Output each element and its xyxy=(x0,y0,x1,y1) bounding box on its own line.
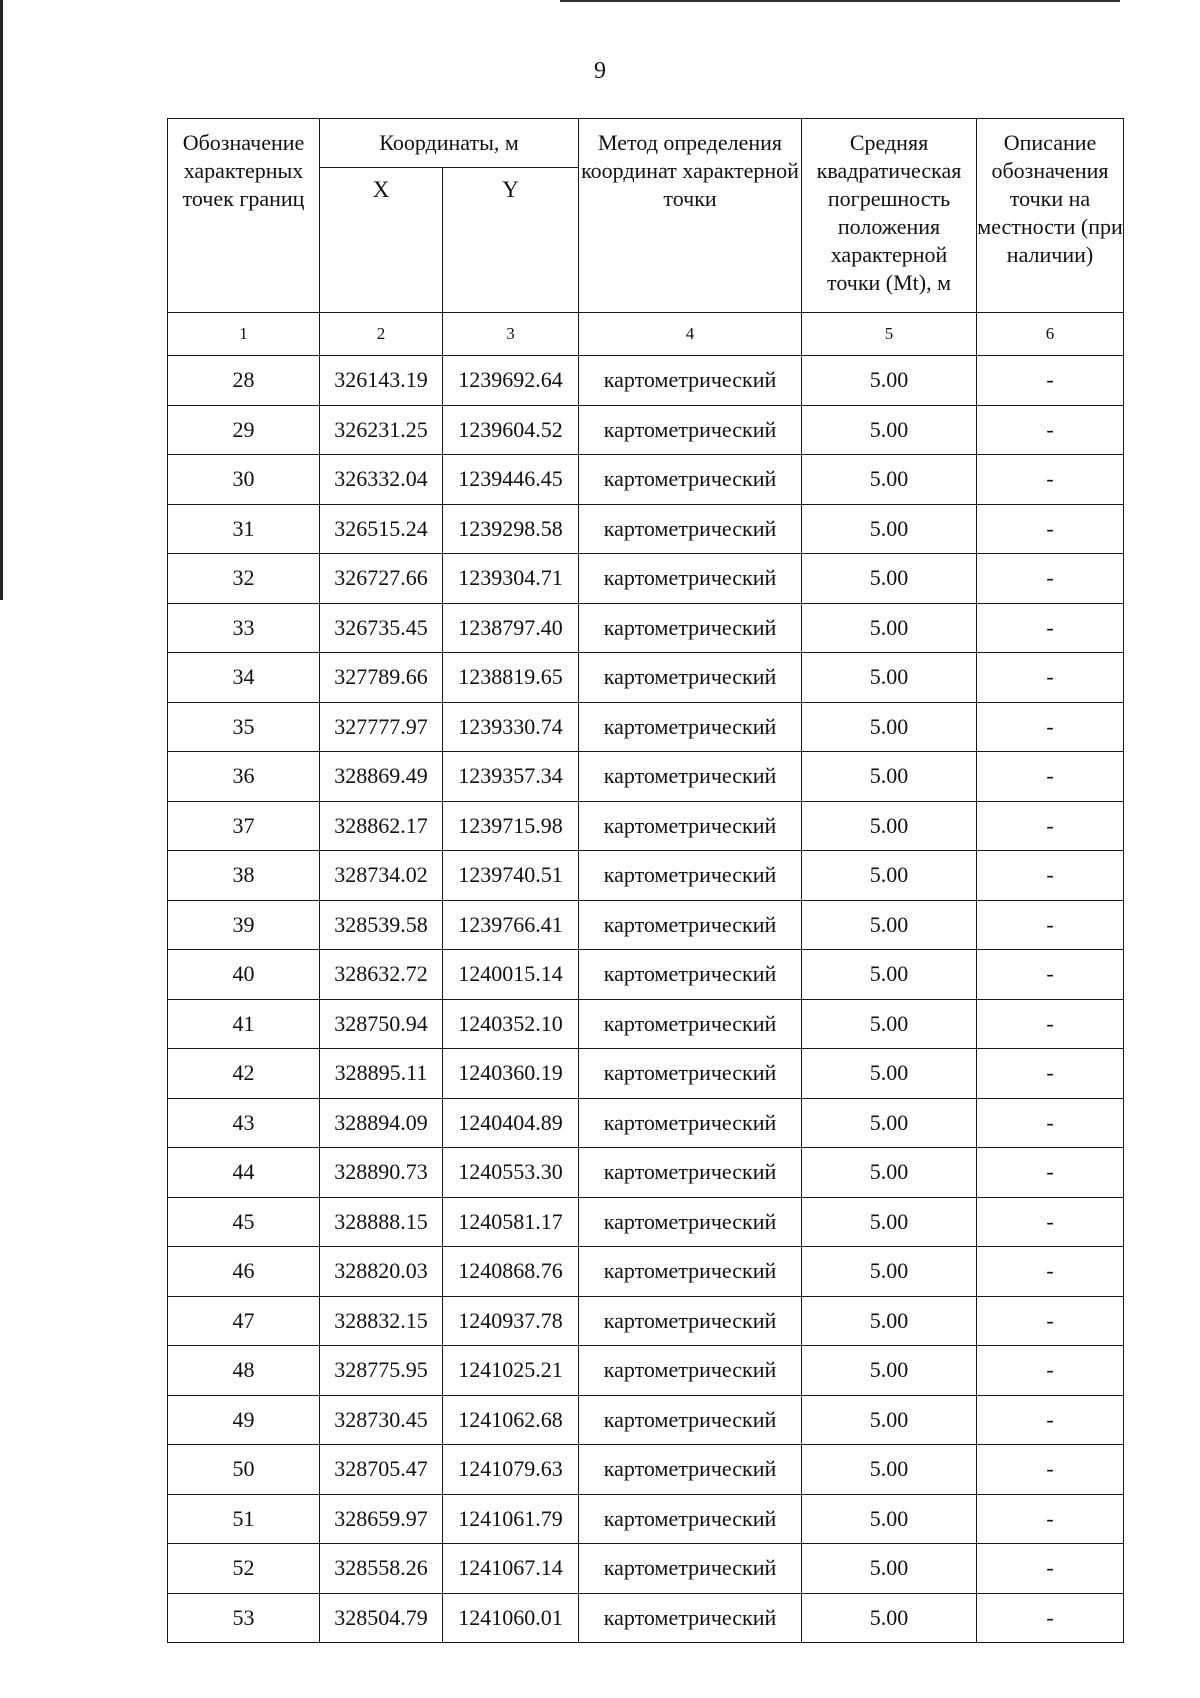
mt-cell: 5.00 xyxy=(802,1494,977,1544)
table-row xyxy=(168,603,1124,653)
header-mean-square-error: Средняя квадратическая погрешность положения характерной точки (Mt), м xyxy=(802,119,977,313)
method-cell: картометрический xyxy=(579,554,802,604)
mt-cell: 5.00 xyxy=(802,554,977,604)
point-number-cell: 30 xyxy=(168,455,320,505)
method-cell: картометрический xyxy=(579,455,802,505)
point-number-cell: 49 xyxy=(168,1395,320,1445)
y-coordinate-cell: 1240868.76 xyxy=(443,1247,579,1297)
column-number: 2 xyxy=(320,313,443,356)
header-description: Описание обозначения точки на местности (при наличии) xyxy=(977,119,1124,313)
description-cell: - xyxy=(977,1197,1124,1247)
description-cell: - xyxy=(977,504,1124,554)
y-coordinate-cell: 1238819.65 xyxy=(443,653,579,703)
mt-cell: 5.00 xyxy=(802,950,977,1000)
x-coordinate-cell: 328894.09 xyxy=(320,1098,443,1148)
y-coordinate-cell: 1239740.51 xyxy=(443,851,579,901)
y-coordinate-cell: 1240937.78 xyxy=(443,1296,579,1346)
x-coordinate-cell: 327789.66 xyxy=(320,653,443,703)
scan-edge xyxy=(560,0,1120,2)
method-cell: картометрический xyxy=(579,1296,802,1346)
method-cell: картометрический xyxy=(579,1098,802,1148)
description-cell: - xyxy=(977,1247,1124,1297)
point-number-cell: 36 xyxy=(168,752,320,802)
y-coordinate-cell: 1240360.19 xyxy=(443,1049,579,1099)
description-cell: - xyxy=(977,1544,1124,1594)
method-cell: картометрический xyxy=(579,1049,802,1099)
table-row xyxy=(168,405,1124,455)
description-cell: - xyxy=(977,1098,1124,1148)
mt-cell: 5.00 xyxy=(802,801,977,851)
description-cell: - xyxy=(977,801,1124,851)
description-cell: - xyxy=(977,702,1124,752)
boundary-points-table xyxy=(167,118,1124,1643)
point-number-cell: 50 xyxy=(168,1445,320,1495)
description-cell: - xyxy=(977,356,1124,406)
table-row xyxy=(168,504,1124,554)
table-row xyxy=(168,1247,1124,1297)
point-number-cell: 33 xyxy=(168,603,320,653)
method-cell: картометрический xyxy=(579,702,802,752)
table-row xyxy=(168,1049,1124,1099)
method-cell: картометрический xyxy=(579,900,802,950)
x-coordinate-cell: 328734.02 xyxy=(320,851,443,901)
mt-cell: 5.00 xyxy=(802,356,977,406)
description-cell: - xyxy=(977,1049,1124,1099)
description-cell: - xyxy=(977,950,1124,1000)
point-number-cell: 47 xyxy=(168,1296,320,1346)
mt-cell: 5.00 xyxy=(802,653,977,703)
column-number: 1 xyxy=(168,313,320,356)
description-cell: - xyxy=(977,752,1124,802)
y-coordinate-cell: 1240015.14 xyxy=(443,950,579,1000)
x-coordinate-cell: 328632.72 xyxy=(320,950,443,1000)
description-cell: - xyxy=(977,455,1124,505)
y-coordinate-cell: 1241079.63 xyxy=(443,1445,579,1495)
mt-cell: 5.00 xyxy=(802,851,977,901)
method-cell: картометрический xyxy=(579,1395,802,1445)
y-coordinate-cell: 1241060.01 xyxy=(443,1593,579,1643)
header-y: Y xyxy=(443,168,579,313)
table-row xyxy=(168,702,1124,752)
x-coordinate-cell: 328558.26 xyxy=(320,1544,443,1594)
description-cell: - xyxy=(977,653,1124,703)
point-number-cell: 45 xyxy=(168,1197,320,1247)
x-coordinate-cell: 328504.79 xyxy=(320,1593,443,1643)
table-row xyxy=(168,752,1124,802)
x-coordinate-cell: 326515.24 xyxy=(320,504,443,554)
description-cell: - xyxy=(977,1346,1124,1396)
header-x: X xyxy=(320,168,443,313)
x-coordinate-cell: 326143.19 xyxy=(320,356,443,406)
header-coordinates: Координаты, м xyxy=(320,119,579,168)
description-cell: - xyxy=(977,1395,1124,1445)
y-coordinate-cell: 1241067.14 xyxy=(443,1544,579,1594)
x-coordinate-cell: 328750.94 xyxy=(320,999,443,1049)
point-number-cell: 51 xyxy=(168,1494,320,1544)
mt-cell: 5.00 xyxy=(802,603,977,653)
x-coordinate-cell: 328730.45 xyxy=(320,1395,443,1445)
x-coordinate-cell: 326332.04 xyxy=(320,455,443,505)
description-cell: - xyxy=(977,1296,1124,1346)
table-row xyxy=(168,653,1124,703)
y-coordinate-cell: 1240581.17 xyxy=(443,1197,579,1247)
column-number-row xyxy=(168,313,1124,356)
mt-cell: 5.00 xyxy=(802,752,977,802)
description-cell: - xyxy=(977,851,1124,901)
y-coordinate-cell: 1239446.45 xyxy=(443,455,579,505)
method-cell: картометрический xyxy=(579,752,802,802)
x-coordinate-cell: 326735.45 xyxy=(320,603,443,653)
y-coordinate-cell: 1239298.58 xyxy=(443,504,579,554)
header-point-designation: Обозначение характерных точек границ xyxy=(168,119,320,313)
point-number-cell: 41 xyxy=(168,999,320,1049)
mt-cell: 5.00 xyxy=(802,1197,977,1247)
x-coordinate-cell: 328705.47 xyxy=(320,1445,443,1495)
table-row xyxy=(168,554,1124,604)
table-row xyxy=(168,1445,1124,1495)
table-row xyxy=(168,1494,1124,1544)
y-coordinate-cell: 1239692.64 xyxy=(443,356,579,406)
x-coordinate-cell: 328775.95 xyxy=(320,1346,443,1396)
method-cell: картометрический xyxy=(579,999,802,1049)
mt-cell: 5.00 xyxy=(802,1445,977,1495)
column-number: 4 xyxy=(579,313,802,356)
description-cell: - xyxy=(977,999,1124,1049)
table-header xyxy=(168,119,1124,313)
y-coordinate-cell: 1240352.10 xyxy=(443,999,579,1049)
x-coordinate-cell: 326727.66 xyxy=(320,554,443,604)
mt-cell: 5.00 xyxy=(802,1148,977,1198)
x-coordinate-cell: 328659.97 xyxy=(320,1494,443,1544)
table-row xyxy=(168,1544,1124,1594)
y-coordinate-cell: 1239304.71 xyxy=(443,554,579,604)
page-number: 9 xyxy=(594,58,606,84)
table-row xyxy=(168,1148,1124,1198)
column-number: 3 xyxy=(443,313,579,356)
mt-cell: 5.00 xyxy=(802,1593,977,1643)
method-cell: картометрический xyxy=(579,851,802,901)
y-coordinate-cell: 1239330.74 xyxy=(443,702,579,752)
y-coordinate-cell: 1239766.41 xyxy=(443,900,579,950)
method-cell: картометрический xyxy=(579,653,802,703)
description-cell: - xyxy=(977,1494,1124,1544)
x-coordinate-cell: 328869.49 xyxy=(320,752,443,802)
point-number-cell: 37 xyxy=(168,801,320,851)
method-cell: картометрический xyxy=(579,1148,802,1198)
scan-edge xyxy=(0,0,3,600)
point-number-cell: 34 xyxy=(168,653,320,703)
table-row xyxy=(168,1296,1124,1346)
y-coordinate-cell: 1239715.98 xyxy=(443,801,579,851)
table-row xyxy=(168,851,1124,901)
x-coordinate-cell: 328539.58 xyxy=(320,900,443,950)
description-cell: - xyxy=(977,603,1124,653)
x-coordinate-cell: 327777.97 xyxy=(320,702,443,752)
table-row xyxy=(168,999,1124,1049)
table-row xyxy=(168,1197,1124,1247)
method-cell: картометрический xyxy=(579,356,802,406)
point-number-cell: 53 xyxy=(168,1593,320,1643)
description-cell: - xyxy=(977,1148,1124,1198)
point-number-cell: 46 xyxy=(168,1247,320,1297)
mt-cell: 5.00 xyxy=(802,1544,977,1594)
point-number-cell: 48 xyxy=(168,1346,320,1396)
table-row xyxy=(168,950,1124,1000)
point-number-cell: 40 xyxy=(168,950,320,1000)
header-method: Метод определения координат характерной точки xyxy=(579,119,802,313)
mt-cell: 5.00 xyxy=(802,702,977,752)
y-coordinate-cell: 1240404.89 xyxy=(443,1098,579,1148)
point-number-cell: 38 xyxy=(168,851,320,901)
method-cell: картометрический xyxy=(579,1593,802,1643)
table-row xyxy=(168,801,1124,851)
x-coordinate-cell: 328895.11 xyxy=(320,1049,443,1099)
method-cell: картометрический xyxy=(579,1346,802,1396)
mt-cell: 5.00 xyxy=(802,1247,977,1297)
description-cell: - xyxy=(977,900,1124,950)
y-coordinate-cell: 1241025.21 xyxy=(443,1346,579,1396)
point-number-cell: 28 xyxy=(168,356,320,406)
table-row xyxy=(168,1346,1124,1396)
method-cell: картометрический xyxy=(579,1197,802,1247)
table-row xyxy=(168,1395,1124,1445)
table-row xyxy=(168,356,1124,406)
point-number-cell: 35 xyxy=(168,702,320,752)
method-cell: картометрический xyxy=(579,1445,802,1495)
x-coordinate-cell: 328890.73 xyxy=(320,1148,443,1198)
point-number-cell: 43 xyxy=(168,1098,320,1148)
y-coordinate-cell: 1240553.30 xyxy=(443,1148,579,1198)
point-number-cell: 52 xyxy=(168,1544,320,1594)
column-number: 5 xyxy=(802,313,977,356)
mt-cell: 5.00 xyxy=(802,1098,977,1148)
x-coordinate-cell: 328832.15 xyxy=(320,1296,443,1346)
description-cell: - xyxy=(977,554,1124,604)
mt-cell: 5.00 xyxy=(802,900,977,950)
column-number: 6 xyxy=(977,313,1124,356)
x-coordinate-cell: 328888.15 xyxy=(320,1197,443,1247)
method-cell: картометрический xyxy=(579,504,802,554)
description-cell: - xyxy=(977,405,1124,455)
point-number-cell: 29 xyxy=(168,405,320,455)
mt-cell: 5.00 xyxy=(802,504,977,554)
method-cell: картометрический xyxy=(579,603,802,653)
mt-cell: 5.00 xyxy=(802,1395,977,1445)
table-row xyxy=(168,900,1124,950)
method-cell: картометрический xyxy=(579,950,802,1000)
y-coordinate-cell: 1239357.34 xyxy=(443,752,579,802)
mt-cell: 5.00 xyxy=(802,999,977,1049)
method-cell: картометрический xyxy=(579,1247,802,1297)
method-cell: картометрический xyxy=(579,1494,802,1544)
description-cell: - xyxy=(977,1593,1124,1643)
point-number-cell: 39 xyxy=(168,900,320,950)
point-number-cell: 31 xyxy=(168,504,320,554)
mt-cell: 5.00 xyxy=(802,455,977,505)
method-cell: картометрический xyxy=(579,405,802,455)
mt-cell: 5.00 xyxy=(802,1049,977,1099)
method-cell: картометрический xyxy=(579,801,802,851)
x-coordinate-cell: 328862.17 xyxy=(320,801,443,851)
point-number-cell: 32 xyxy=(168,554,320,604)
y-coordinate-cell: 1239604.52 xyxy=(443,405,579,455)
x-coordinate-cell: 328820.03 xyxy=(320,1247,443,1297)
table-body xyxy=(168,313,1124,1643)
mt-cell: 5.00 xyxy=(802,1296,977,1346)
description-cell: - xyxy=(977,1445,1124,1495)
y-coordinate-cell: 1238797.40 xyxy=(443,603,579,653)
table-row xyxy=(168,1593,1124,1643)
table-row xyxy=(168,1098,1124,1148)
y-coordinate-cell: 1241062.68 xyxy=(443,1395,579,1445)
point-number-cell: 44 xyxy=(168,1148,320,1198)
mt-cell: 5.00 xyxy=(802,1346,977,1396)
point-number-cell: 42 xyxy=(168,1049,320,1099)
y-coordinate-cell: 1241061.79 xyxy=(443,1494,579,1544)
method-cell: картометрический xyxy=(579,1544,802,1594)
table-row xyxy=(168,455,1124,505)
x-coordinate-cell: 326231.25 xyxy=(320,405,443,455)
mt-cell: 5.00 xyxy=(802,405,977,455)
